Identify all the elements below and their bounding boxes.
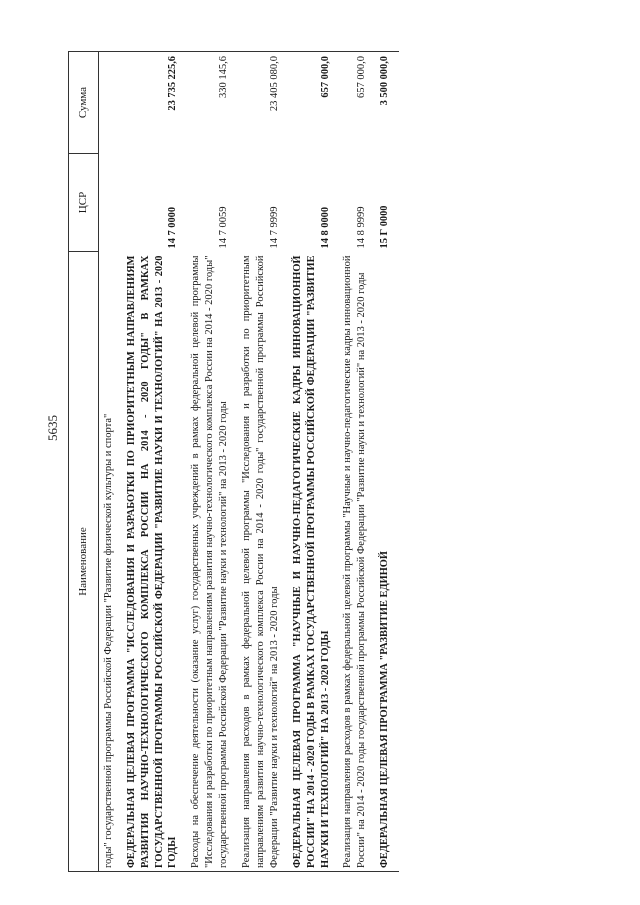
cell-csr: 15 Г 0000 xyxy=(379,205,391,249)
table-header-row xyxy=(69,52,99,872)
cell-sum: 3 500 000,0 xyxy=(376,52,399,154)
table-row xyxy=(289,52,339,872)
cell-csr xyxy=(99,154,123,252)
cell-name: ФЕДЕРАЛЬНАЯ ЦЕЛЕВАЯ ПРОГРАММА "ИССЛЕДОВАНИЯ И РАЗРАБОТКИ ПО ПРИОРИТЕТНЫМ НАПРАВЛЕНИЯМ РАЗВИТИЯ НАУЧНО-ТЕХНОЛОГИЧЕСКОГО КОМПЛЕКСА РОССИИ НА 2014 - 2020 ГОДЫ" В РАМКАХ ГОСУДАРСТВЕННОЙ ПРОГРАММЫ РОССИЙСКОЙ ФЕДЕРАЦИИ "РАЗВИТИЕ НАУКИ И ТЕХНОЛОГИЙ" НА 2013 - 2020 ГОДЫ xyxy=(123,252,187,872)
cell-sum xyxy=(99,52,123,154)
cell-sum: 657 000,0 xyxy=(339,52,376,154)
cell-sum: 23 735 225,6 xyxy=(123,52,187,154)
header-csr: ЦСР xyxy=(69,154,99,252)
table-body xyxy=(99,52,400,872)
page-number: 5635 xyxy=(45,415,60,441)
cell-csr: 14 7 9999 xyxy=(269,206,281,249)
cell-name: годы" государственной программы Российской Федерации "Развитие физической культуры и спорта" xyxy=(99,252,123,872)
header-sum: Сумма xyxy=(69,52,99,154)
cell-name: ФЕДЕРАЛЬНАЯ ЦЕЛЕВАЯ ПРОГРАММА "РАЗВИТИЕ ЕДИНОЙ xyxy=(376,252,399,872)
table-row xyxy=(187,52,238,872)
table-row xyxy=(339,52,376,872)
cell-sum: 657 000,0 xyxy=(289,52,339,154)
table-row xyxy=(238,52,289,872)
table-row xyxy=(376,52,399,872)
cell-name: Реализация направления расходов в рамках федеральной целевой программы "Научные и научно-педагогические кадры инновационной России" на 2014 - 2020 годы государственной программы Российской Федерации "Развитие науки и технологий" на 2013 - 2020 годы xyxy=(339,252,376,872)
cell-csr: 14 8 0000 xyxy=(319,206,331,249)
cell-name: Реализация направления расходов в рамках федеральной целевой программы "Исследования и разработки по приоритетным направлениям развития научно-технологического комплекса России на 2014 - 2020 годы" государственной программы Российской Федерации "Развитие науки и технологий" на 2013 - 2020 годы xyxy=(238,252,289,872)
cell-csr: 14 7 0059 xyxy=(218,206,230,249)
cell-name: ФЕДЕРАЛЬНАЯ ЦЕЛЕВАЯ ПРОГРАММА "НАУЧНЫЕ И НАУЧНО-ПЕДАГОГИЧЕСКИЕ КАДРЫ ИННОВАЦИОННОЙ РОССИИ" НА 2014 - 2020 ГОДЫ В РАМКАХ ГОСУДАРСТВЕННОЙ ПРОГРАММЫ РОССИЙСКОЙ ФЕДЕРАЦИИ "РАЗВИТИЕ НАУКИ И ТЕХНОЛОГИЙ" НА 2013 - 2020 ГОДЫ xyxy=(289,252,339,872)
header-name: Наименование xyxy=(69,252,99,872)
cell-sum: 23 405 080,0 xyxy=(238,52,289,154)
cell-sum: 330 145,6 xyxy=(187,52,238,154)
table-row xyxy=(99,52,123,872)
cell-csr: 14 7 0000 xyxy=(167,206,179,249)
cell-name: Расходы на обеспечение деятельности (оказание услуг) государственных учреждений в рамках федеральной целевой программы "Исследования и разработки по приоритетным направлениям развития научно-технологического комплекса России на 2014 - 2020 годы" государственной программы Российской Федерации "Развитие науки и технологий" на 2013 - 2020 годы xyxy=(187,252,238,872)
rotated-page-content xyxy=(68,52,608,872)
cell-csr: 14 8 9999 xyxy=(356,206,368,249)
budget-table xyxy=(68,51,399,872)
table-row xyxy=(123,52,187,872)
